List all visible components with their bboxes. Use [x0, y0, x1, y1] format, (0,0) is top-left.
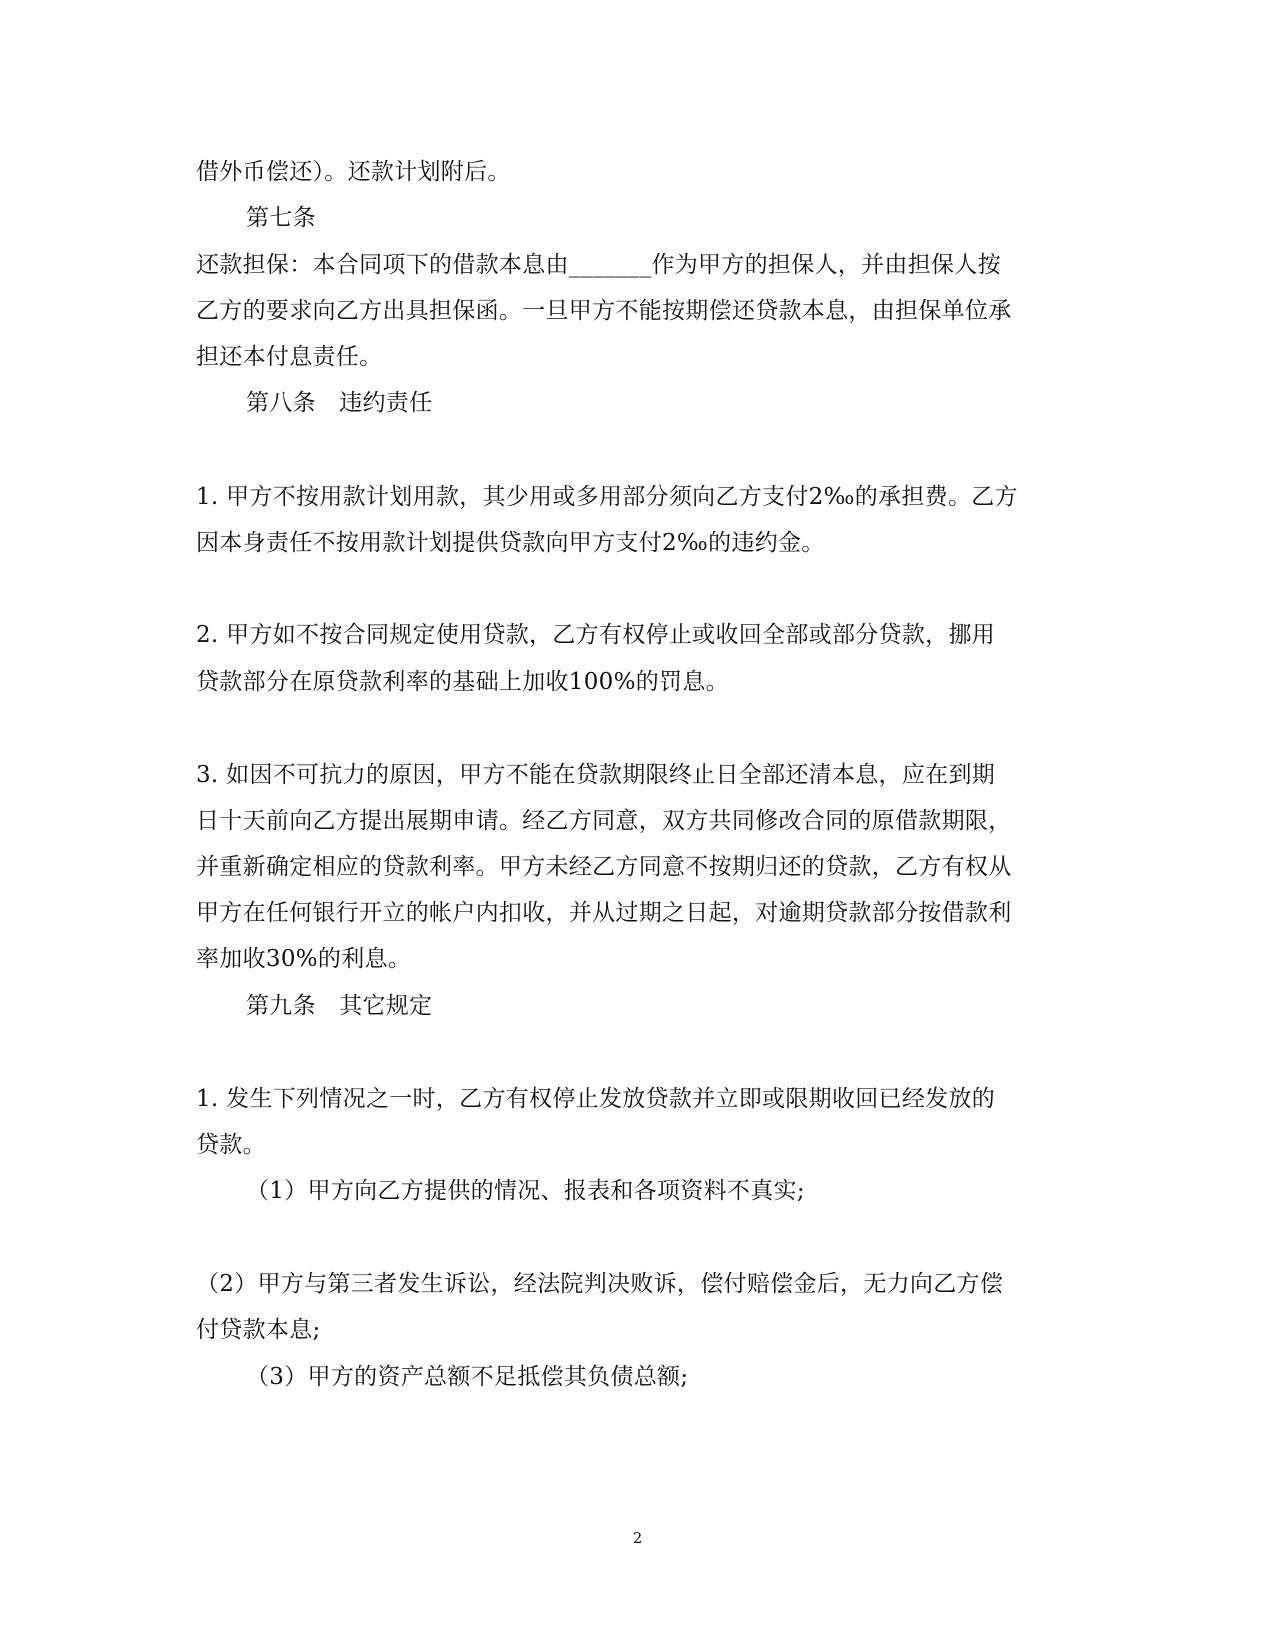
page-number: 2: [632, 1529, 643, 1547]
text-line: 贷款部分在原贷款利率的基础上加收100%的罚息。: [196, 669, 729, 695]
text-line: 付贷款本息;: [196, 1317, 321, 1343]
text-line: 甲方在任何银行开立的帐户内扣收，并从过期之日起，对逾期贷款部分按借款利: [196, 900, 1012, 926]
article-8-heading: 第八条 违约责任: [246, 390, 433, 416]
text-line: 3. 如因不可抗力的原因，甲方不能在贷款期限终止日全部还清本息，应在到期: [196, 762, 996, 788]
text-line: （2）甲方与第三者发生诉讼，经法院判决败诉，偿付赔偿金后，无力向乙方偿: [196, 1271, 1004, 1297]
text-line: 日十天前向乙方提出展期申请。经乙方同意，双方共同修改合同的原借款期限，: [196, 808, 1012, 834]
text-line: 乙方的要求向乙方出具担保函。一旦甲方不能按期偿还贷款本息，由担保单位承: [196, 298, 1012, 324]
article-9-heading: 第九条 其它规定: [246, 993, 433, 1019]
text-line: 借外币偿还）。还款计划附后。: [196, 159, 511, 185]
text-line: 2. 甲方如不按合同规定使用贷款，乙方有权停止或收回全部或部分贷款，挪用: [196, 622, 996, 648]
text-line: 1. 发生下列情况之一时，乙方有权停止发放贷款并立即或限期收回已经发放的: [196, 1086, 996, 1112]
text-line: 贷款。: [196, 1132, 266, 1158]
text-line: （3）甲方的资产总额不足抵偿其负债总额;: [246, 1364, 689, 1390]
text-line: 率加收30%的利息。: [196, 946, 412, 972]
text-line: 1. 甲方不按用款计划用款，其少用或多用部分须向乙方支付2‰的承担费。乙方: [196, 484, 1018, 510]
text-line: 因本身责任不按用款计划提供贷款向甲方支付2‰的违约金。: [196, 530, 825, 556]
text-line: （1）甲方向乙方提供的情况、报表和各项资料不真实;: [246, 1178, 805, 1204]
text-line: 并重新确定相应的贷款利率。甲方未经乙方同意不按期归还的贷款，乙方有权从: [196, 854, 1012, 880]
text-line: 还款担保：本合同项下的借款本息由_______作为甲方的担保人，并由担保人按: [196, 252, 1001, 278]
article-7-heading: 第七条: [246, 205, 316, 231]
text-line: 担还本付息责任。: [196, 344, 383, 370]
